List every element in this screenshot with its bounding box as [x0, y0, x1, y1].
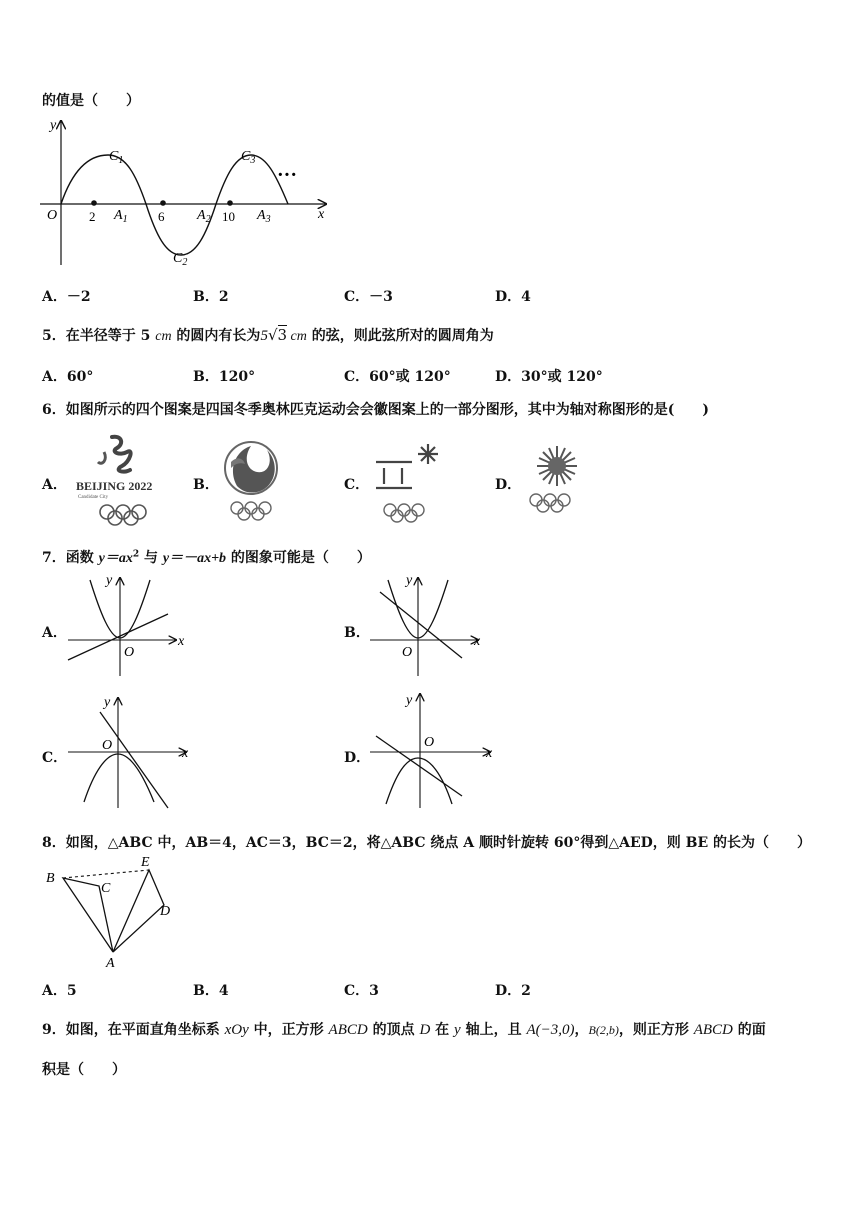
- q8-option-d[interactable]: D．2: [495, 983, 531, 999]
- svg-text:y: y: [406, 693, 413, 708]
- point-2: [91, 200, 97, 206]
- q6-option-b[interactable]: B．: [193, 477, 219, 493]
- label-A2: $A_2$: [197, 208, 211, 225]
- logo-beijing-2022: [72, 432, 172, 528]
- svg-text:y: y: [104, 695, 111, 710]
- q8-stem: 8．如图，△ABC 中，AB＝4，AC＝3，BC＝2，将△ABC 绕点 A 顺时针旋转 60°得到△AED，则 BE 的长为（ ）: [42, 835, 812, 851]
- q7-graph-a: [64, 572, 194, 680]
- q8-option-c[interactable]: C．3: [344, 983, 379, 999]
- q8-option-a[interactable]: A．5: [42, 983, 77, 999]
- q7-option-c[interactable]: C．: [42, 750, 68, 766]
- svg-text:D: D: [160, 904, 171, 919]
- svg-text:Candidate City: Candidate City: [78, 495, 109, 500]
- label-A1: $A_1$: [114, 208, 128, 225]
- q5-option-d[interactable]: D．30°或 120°: [495, 369, 603, 385]
- svg-text:y: y: [106, 573, 113, 588]
- q4-option-a[interactable]: A．－2: [42, 289, 91, 305]
- q5-option-c[interactable]: C．60°或 120°: [344, 369, 451, 385]
- q5-option-b[interactable]: B．120°: [193, 369, 256, 385]
- label-6: 6: [158, 209, 165, 224]
- q6-option-a[interactable]: A．: [42, 477, 67, 493]
- q7-stem: 7．函数 $y=ax^2$ 与 y＝－ax+b 的图象可能是（ ）: [42, 549, 371, 566]
- point-6: [160, 200, 166, 206]
- q4-option-d[interactable]: D．4: [495, 289, 531, 305]
- label-C1: $C_1$: [109, 149, 124, 166]
- q4-option-b[interactable]: B．2: [193, 289, 229, 305]
- svg-text:O: O: [424, 735, 435, 750]
- label-dots: ···: [277, 164, 298, 186]
- svg-text:x: x: [182, 746, 189, 761]
- label-C3: $C_3$: [241, 149, 256, 166]
- q9-stem-line1: 9．如图，在平面直角坐标系 xOy 中，正方形 ABCD 的顶点 D 在 y 轴上，且 A(−3,0)，B(2,b)，则正方形 ABCD 的面: [42, 1022, 766, 1038]
- q8-rotation-figure: [40, 852, 180, 970]
- q5-stem: 5．在半径等于 5 cm 的圆内有长为5√3 cm 的弦，则此弦所对的圆周角为: [42, 326, 494, 344]
- label-O: O: [47, 208, 58, 223]
- q8-option-b[interactable]: B．4: [193, 983, 229, 999]
- svg-text:y: y: [406, 573, 413, 588]
- q4-option-c[interactable]: C．－3: [344, 289, 393, 305]
- q7-graph-c: [64, 692, 194, 810]
- svg-text:x: x: [486, 746, 493, 761]
- q7-option-a[interactable]: A．: [42, 625, 67, 641]
- svg-text:C: C: [101, 881, 111, 896]
- logo-b-flame: [217, 438, 287, 524]
- svg-text:B: B: [46, 871, 55, 886]
- svg-text:E: E: [141, 855, 150, 870]
- svg-text:BEIJING 2022: BEIJING 2022: [76, 479, 153, 493]
- svg-text:O: O: [402, 645, 413, 660]
- svg-text:x: x: [474, 634, 481, 649]
- logo-c-gate-star: [370, 440, 446, 526]
- q9-stem-line2: 积是（ ）: [42, 1062, 126, 1078]
- q7-option-d[interactable]: D．: [344, 750, 371, 766]
- q6-option-d[interactable]: D．: [495, 477, 522, 493]
- label-10: 10: [222, 209, 235, 224]
- svg-text:A: A: [106, 956, 115, 970]
- label-A3: $A_3$: [257, 208, 271, 225]
- label-C2: $C_2$: [173, 251, 188, 268]
- label-2: 2: [89, 209, 96, 224]
- svg-text:O: O: [124, 645, 135, 660]
- q6-option-c[interactable]: C．: [344, 477, 370, 493]
- q7-option-b[interactable]: B．: [344, 625, 370, 641]
- q4-sine-graph: [36, 115, 336, 270]
- svg-text:x: x: [178, 634, 185, 649]
- q4-stem-tail: 的值是（ ）: [42, 93, 140, 109]
- point-10: [227, 200, 233, 206]
- q5-option-a[interactable]: A．60°: [42, 369, 94, 385]
- q7-graph-d: [366, 688, 496, 810]
- label-x: x: [318, 207, 325, 222]
- q6-stem: 6．如图所示的四个图案是四国冬季奥林匹克运动会会徽图案上的一部分图形，其中为轴对称图形的是( ): [42, 402, 709, 418]
- logo-d-snowflake: [524, 440, 590, 518]
- svg-text:O: O: [102, 738, 113, 753]
- q7-graph-b: [366, 572, 496, 680]
- label-y: y: [50, 118, 57, 133]
